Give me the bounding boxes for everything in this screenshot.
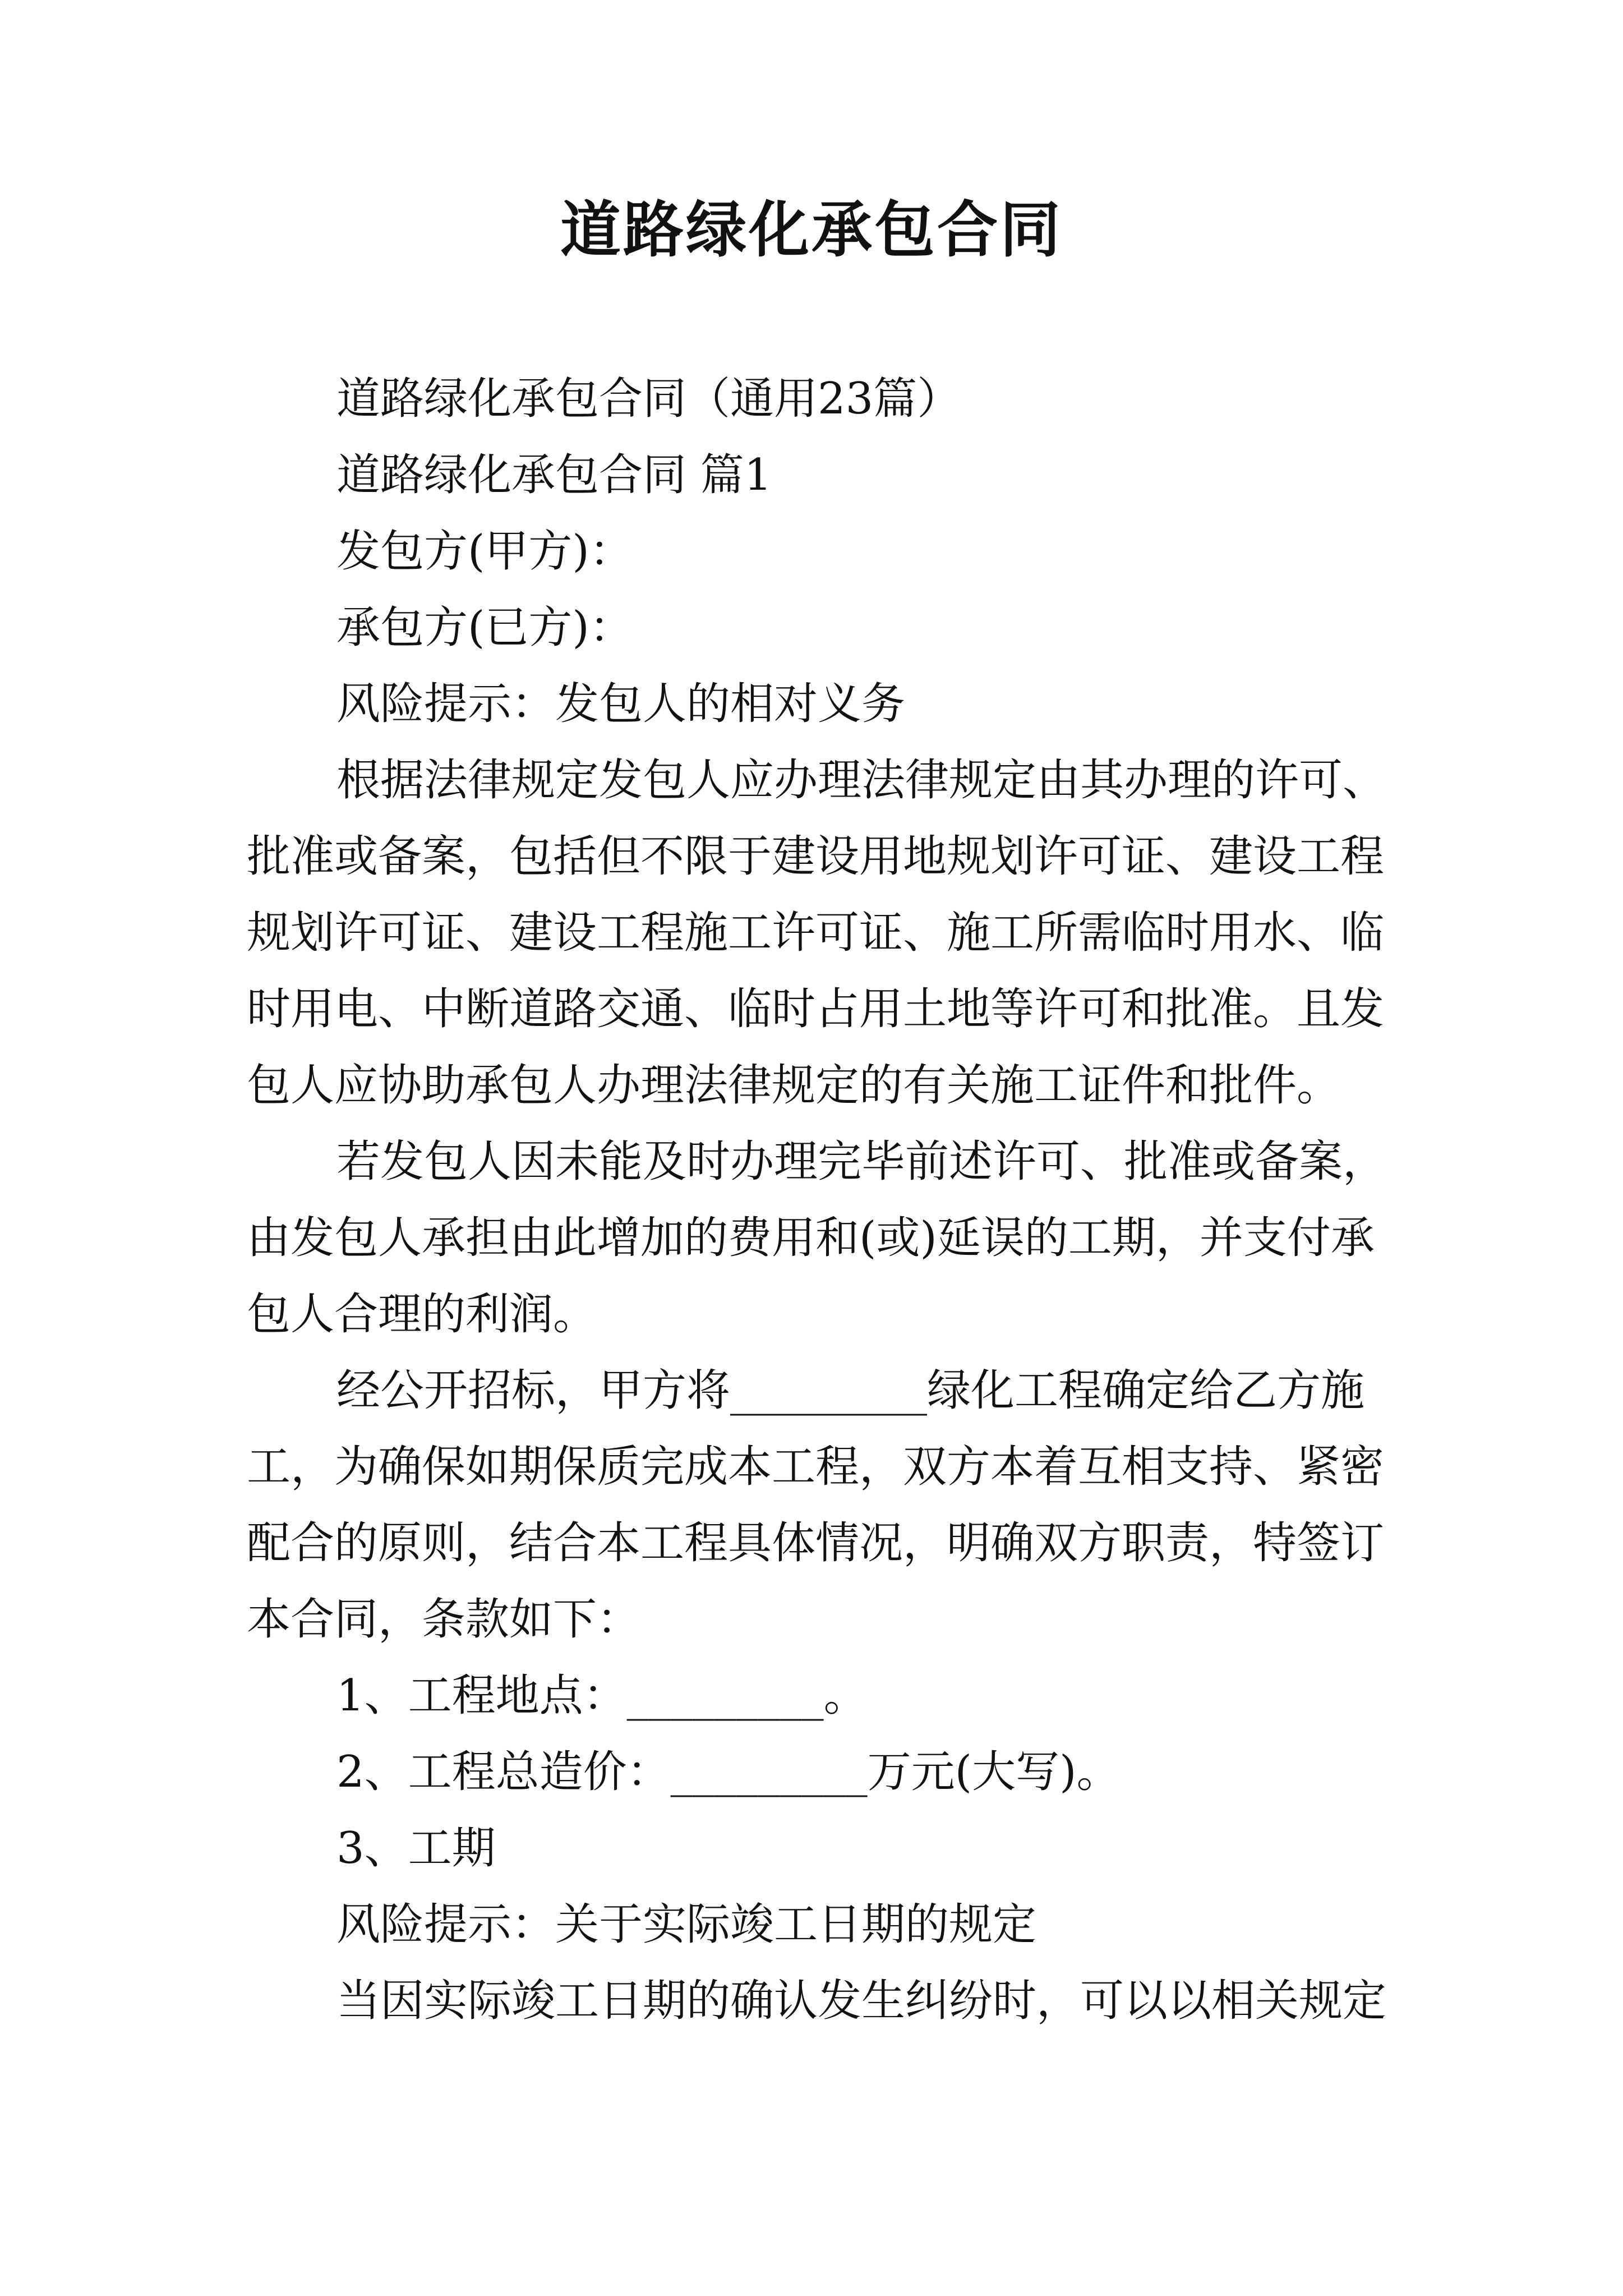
document-subtitle: 道路绿化承包合同（通用23篇） bbox=[336, 374, 961, 424]
para2-line-1: 若发包人因未能及时办理完毕前述许可、批准或备案， bbox=[336, 1137, 1387, 1187]
section-heading: 道路绿化承包合同 篇1 bbox=[336, 450, 772, 500]
item-schedule: 3、工期 bbox=[336, 1823, 496, 1874]
para1-line-1: 根据法律规定发包人应办理法律规定由其办理的许可、 bbox=[336, 755, 1387, 806]
item1-end: 。 bbox=[823, 1671, 868, 1721]
para3-line-4: 本合同，条款如下： bbox=[247, 1594, 641, 1645]
para2-line-2: 由发包人承担由此增加的费用和(或)延误的工期，并支付承 bbox=[247, 1213, 1375, 1263]
para2-line-3: 包人合理的利润。 bbox=[247, 1289, 597, 1340]
para1-line-4: 时用电、中断道路交通、临时占用土地等许可和批准。且发 bbox=[247, 984, 1385, 1034]
location-blank: _________ bbox=[626, 1671, 824, 1721]
document-title: 道路绿化承包合同 bbox=[560, 195, 1063, 265]
party-b-line: 承包方(已方)： bbox=[336, 602, 633, 653]
project-name-blank: _________ bbox=[730, 1365, 928, 1416]
para1-line-5: 包人应协助承包人办理法律规定的有关施工证件和批件。 bbox=[247, 1060, 1341, 1111]
para3-start-text: 经公开招标，甲方将 bbox=[336, 1365, 731, 1416]
para3-line-1 bbox=[336, 1360, 1364, 1421]
para3-line-3: 配合的原则，结合本工程具体情况，明确双方职责，特签订 bbox=[247, 1518, 1385, 1568]
risk-tip-2: 风险提示：关于实际竣工日期的规定 bbox=[336, 1899, 1037, 1950]
para1-line-3: 规划许可证、建设工程施工许可证、施工所需临时用水、临 bbox=[247, 908, 1385, 958]
cost-blank: _________ bbox=[670, 1747, 868, 1797]
para3-end-text: 绿化工程确定给乙方施 bbox=[927, 1365, 1365, 1416]
item2-label: 2、工程总造价： bbox=[336, 1747, 671, 1797]
risk-tip-1: 风险提示：发包人的相对义务 bbox=[336, 679, 906, 729]
para1-line-2: 批准或备案，包括但不限于建设用地规划许可证、建设工程 bbox=[247, 831, 1385, 882]
para3-line-2: 工，为确保如期保质完成本工程，双方本着互相支持、紧密 bbox=[247, 1442, 1385, 1492]
item2-end: 万元(大写)。 bbox=[867, 1747, 1121, 1797]
party-a-line: 发包方(甲方)： bbox=[336, 526, 633, 577]
final-line: 当因实际竣工日期的确认发生纠纷时，可以以相关规定 bbox=[336, 1976, 1387, 2026]
item-project-location bbox=[336, 1665, 868, 1727]
item1-label: 1、工程地点： bbox=[336, 1671, 627, 1721]
item-total-cost bbox=[336, 1741, 1121, 1803]
